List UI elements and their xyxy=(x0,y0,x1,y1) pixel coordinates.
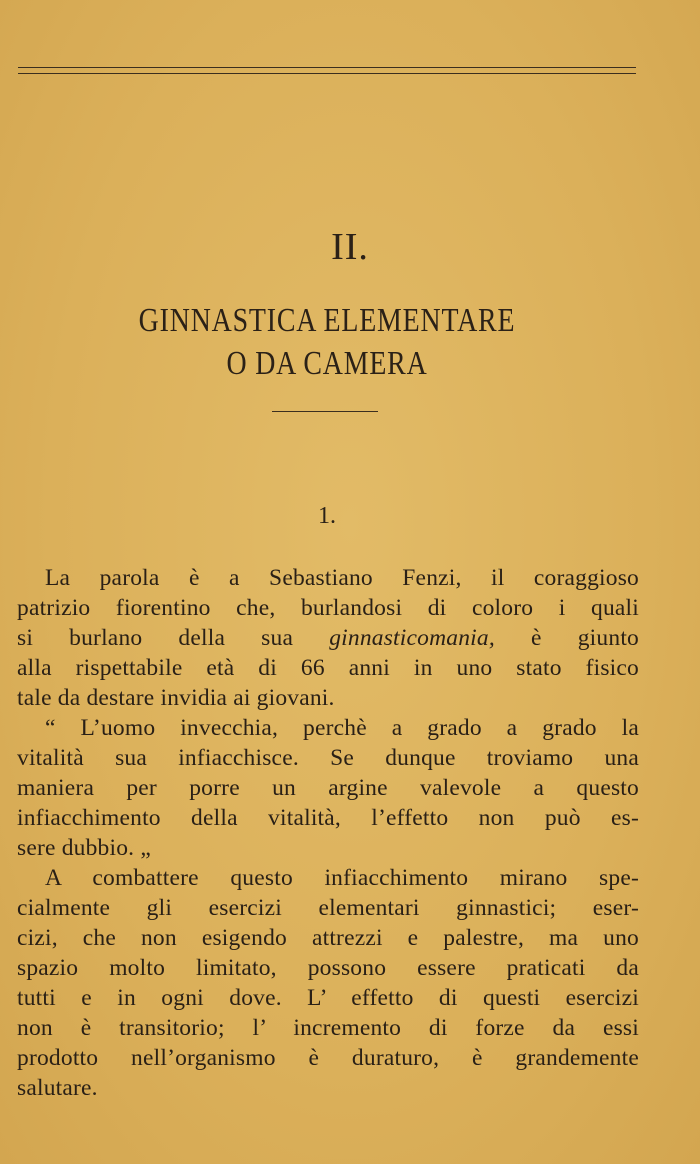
text-line: A combattere questo infiacchimento mirano spe- xyxy=(45,865,639,891)
text-fragment: è giunto xyxy=(494,625,639,651)
text-line: patrizio fiorentino che, burlandosi di coloro i quali xyxy=(17,595,639,621)
text-line: infiacchimento della vitalità, l’effetto non può es- xyxy=(17,805,639,831)
body-text xyxy=(17,563,639,1103)
top-double-rule-lower xyxy=(18,73,636,74)
italic-term: ginnasticomania, xyxy=(329,625,495,651)
top-double-rule-upper xyxy=(18,67,636,68)
text-line: non è transitorio; l’ incremento di forze da essi xyxy=(17,1015,639,1041)
text-line: La parola è a Sebastiano Fenzi, il coraggioso xyxy=(45,565,639,591)
text-line: “ L’uomo invecchia, perchè a grado a grado la xyxy=(45,715,639,741)
title-separator-rule xyxy=(272,411,378,412)
text-line: prodotto nell’organismo è duraturo, è grandemente xyxy=(17,1045,639,1071)
section-number: 1. xyxy=(318,503,336,529)
text-line-with-italic xyxy=(17,623,639,653)
text-line: tutti e in ogni dove. L’ effetto di questi esercizi xyxy=(17,985,639,1011)
chapter-title-line-2: O DA CAMERA xyxy=(226,345,428,382)
chapter-number: II. xyxy=(331,226,369,268)
text-line: maniera per porre un argine valevole a questo xyxy=(17,775,639,801)
text-line: salutare. xyxy=(17,1075,98,1101)
text-line: cialmente gli esercizi elementari ginnastici; eser- xyxy=(17,895,639,921)
text-line: vitalità sua infiacchisce. Se dunque troviamo una xyxy=(17,745,639,771)
text-line: cizi, che non esigendo attrezzi e palestre, ma uno xyxy=(17,925,639,951)
text-line: sere dubbio. „ xyxy=(17,835,151,861)
text-line: spazio molto limitato, possono essere praticati da xyxy=(17,955,639,981)
text-line: alla rispettabile età di 66 anni in uno stato fisico xyxy=(17,655,639,681)
chapter-title-line-1: GINNASTICA ELEMENTARE xyxy=(138,302,516,339)
text-line: tale da destare invidia ai giovani. xyxy=(17,685,335,711)
text-fragment: si burlano della sua xyxy=(17,625,330,651)
